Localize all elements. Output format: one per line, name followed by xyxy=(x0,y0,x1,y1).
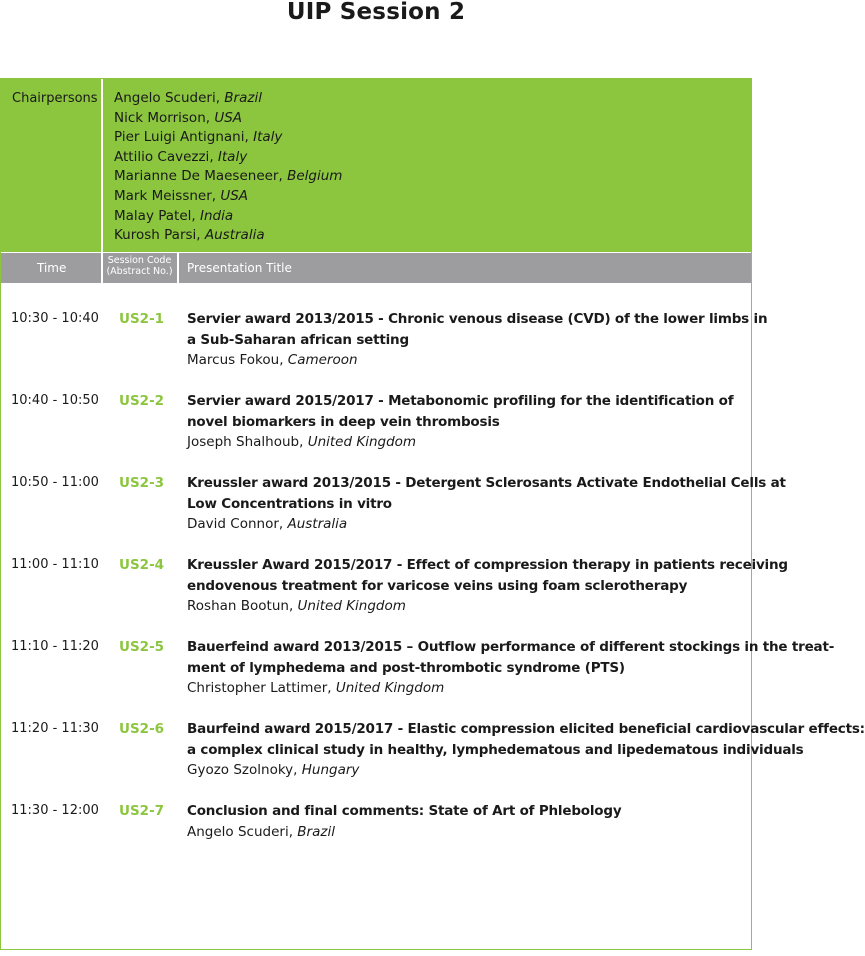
chairperson-item: Kurosh Parsi, Australia xyxy=(114,227,265,244)
presenter-country: Cameroon xyxy=(287,352,358,368)
presenter-country: Australia xyxy=(287,516,348,532)
presentation-title-line: Servier award 2013/2015 - Chronic venous disease (CVD) of the lower limbs in xyxy=(187,311,768,327)
presenter-name: Gyozo Szolnoky xyxy=(187,762,294,778)
chairperson-country: Brazil xyxy=(224,90,262,106)
presentation-title-line: Low Concentrations in vitro xyxy=(187,495,392,512)
row-time: 10:40 - 10:50 xyxy=(11,393,99,408)
chairperson-country: Australia xyxy=(204,227,265,244)
presenter-country: United Kingdom xyxy=(335,680,445,696)
presentation-title-line: Conclusion and final comments: State of Art of Phlebology xyxy=(187,803,622,819)
chairperson-country: USA xyxy=(220,187,249,204)
presentation-title-line: Bauerfeind award 2013/2015 – Outflow performance of different stockings in the treat- xyxy=(187,639,835,655)
presentation-title-line: Kreussler award 2013/2015 - Detergent Sclerosants Activate Endothelial Cells at xyxy=(187,475,786,491)
row-presentation xyxy=(187,719,865,781)
chairpersons-divider xyxy=(101,79,103,252)
chairpersons-band xyxy=(1,79,751,252)
row-session-code: US2-3 xyxy=(119,475,165,491)
row-time: 11:30 - 12:00 xyxy=(11,803,99,818)
chairperson-country: India xyxy=(199,207,234,224)
chairpersons-label: Chairpersons xyxy=(12,91,98,106)
row-time: 11:20 - 11:30 xyxy=(11,721,99,736)
row-time: 10:50 - 11:00 xyxy=(11,475,99,490)
presentation-title xyxy=(187,555,788,596)
presentation-title-line: a Sub-Saharan african setting xyxy=(187,331,409,348)
row-presentation xyxy=(187,801,747,842)
chairperson-item: Marianne De Maeseneer, Belgium xyxy=(114,168,343,185)
presentation-title xyxy=(187,801,747,822)
header-code-line2: (Abstract No.) xyxy=(106,266,173,277)
chairperson-country: USA xyxy=(214,109,243,126)
row-presentation xyxy=(187,391,747,453)
chairperson-item: Malay Patel, India xyxy=(114,207,234,224)
presentation-title-line: Servier award 2015/2017 - Metabonomic profiling for the identification of xyxy=(187,393,734,409)
presentation-title-line: endovenous treatment for varicose veins using foam sclerotherapy xyxy=(187,577,688,594)
chairperson-item: Attilio Cavezzi, Italy xyxy=(114,148,248,165)
header-divider xyxy=(177,253,179,283)
row-session-code: US2-6 xyxy=(119,721,165,737)
presentation-title-line: Kreussler Award 2015/2017 - Effect of compression therapy in patients receiving xyxy=(187,557,788,573)
presenter-name: Christopher Lattimer xyxy=(187,680,328,696)
row-session-code: US2-2 xyxy=(119,393,165,409)
presentation-title xyxy=(187,391,747,432)
header-session-code xyxy=(102,255,177,277)
chairperson-name: Nick Morrison xyxy=(114,109,206,126)
row-session-code: US2-7 xyxy=(119,803,165,819)
presentation-title xyxy=(187,309,768,350)
chairpersons-list xyxy=(114,89,342,246)
page-title: UIP Session 2 xyxy=(286,0,466,25)
presentation-title-line: a complex clinical study in healthy, lymphedematous and lipedematous individuals xyxy=(187,741,804,758)
row-presentation xyxy=(187,309,768,371)
chairperson-name: Attilio Cavezzi xyxy=(114,148,210,165)
chairperson-item: Angelo Scuderi, Brazil xyxy=(114,90,262,106)
presenter: Marcus Fokou, Cameroon xyxy=(187,352,358,368)
presenter-name: David Connor xyxy=(187,516,279,532)
presenter-name: Angelo Scuderi xyxy=(187,823,289,840)
presentation-title xyxy=(187,637,835,678)
presentation-title xyxy=(187,719,865,760)
presenter: Christopher Lattimer, United Kingdom xyxy=(187,680,445,696)
chairperson-item: Pier Luigi Antignani, Italy xyxy=(114,129,283,146)
header-presentation-title: Presentation Title xyxy=(187,261,292,275)
row-time: 11:00 - 11:10 xyxy=(11,557,99,572)
presenter-country: Brazil xyxy=(297,823,335,840)
row-presentation xyxy=(187,637,835,699)
presenter: Roshan Bootun, United Kingdom xyxy=(187,598,406,614)
presenter-name: Marcus Fokou xyxy=(187,352,280,368)
presenter: David Connor, Australia xyxy=(187,516,348,532)
presentation-title-line: ment of lymphedema and post-thrombotic syndrome (PTS) xyxy=(187,659,625,676)
row-session-code: US2-5 xyxy=(119,639,165,655)
row-time: 10:30 - 10:40 xyxy=(11,311,99,326)
chairperson-name: Pier Luigi Antignani xyxy=(114,129,245,146)
row-presentation xyxy=(187,555,788,617)
chairperson-item: Mark Meissner, USA xyxy=(114,187,249,204)
header-code-line1: Session Code xyxy=(107,255,172,266)
chairperson-country: Belgium xyxy=(287,168,343,185)
chairperson-country: Italy xyxy=(253,129,283,146)
session-table xyxy=(0,78,865,950)
presenter-country: United Kingdom xyxy=(307,434,417,450)
row-session-code: US2-1 xyxy=(119,311,165,327)
table-header xyxy=(1,253,751,283)
row-session-code: US2-4 xyxy=(119,557,165,573)
presentation-title xyxy=(187,473,786,514)
row-presentation xyxy=(187,473,786,535)
chairperson-name: Malay Patel xyxy=(114,207,192,224)
chairperson-name: Marianne De Maeseneer xyxy=(114,168,279,185)
chairperson-name: Angelo Scuderi xyxy=(114,90,216,106)
header-time: Time xyxy=(37,261,67,275)
presentation-title-line: Baurfeind award 2015/2017 - Elastic compression elicited beneficial cardiovascular effects: xyxy=(187,721,865,737)
row-time: 11:10 - 11:20 xyxy=(11,639,99,654)
presentation-title-line: novel biomarkers in deep vein thrombosis xyxy=(187,413,500,430)
presenter: Angelo Scuderi, Brazil xyxy=(187,823,335,840)
chairperson-name: Mark Meissner xyxy=(114,187,212,204)
presenter: Gyozo Szolnoky, Hungary xyxy=(187,762,360,778)
presenter-name: Roshan Bootun xyxy=(187,598,289,614)
presenter-country: United Kingdom xyxy=(297,598,406,614)
chairperson-item: Nick Morrison, USA xyxy=(114,109,243,126)
presenter: Joseph Shalhoub, United Kingdom xyxy=(187,434,417,450)
presenter-name: Joseph Shalhoub xyxy=(187,434,300,450)
presenter-country: Hungary xyxy=(301,762,360,778)
chairperson-name: Kurosh Parsi xyxy=(114,227,197,244)
chairperson-country: Italy xyxy=(217,148,248,165)
